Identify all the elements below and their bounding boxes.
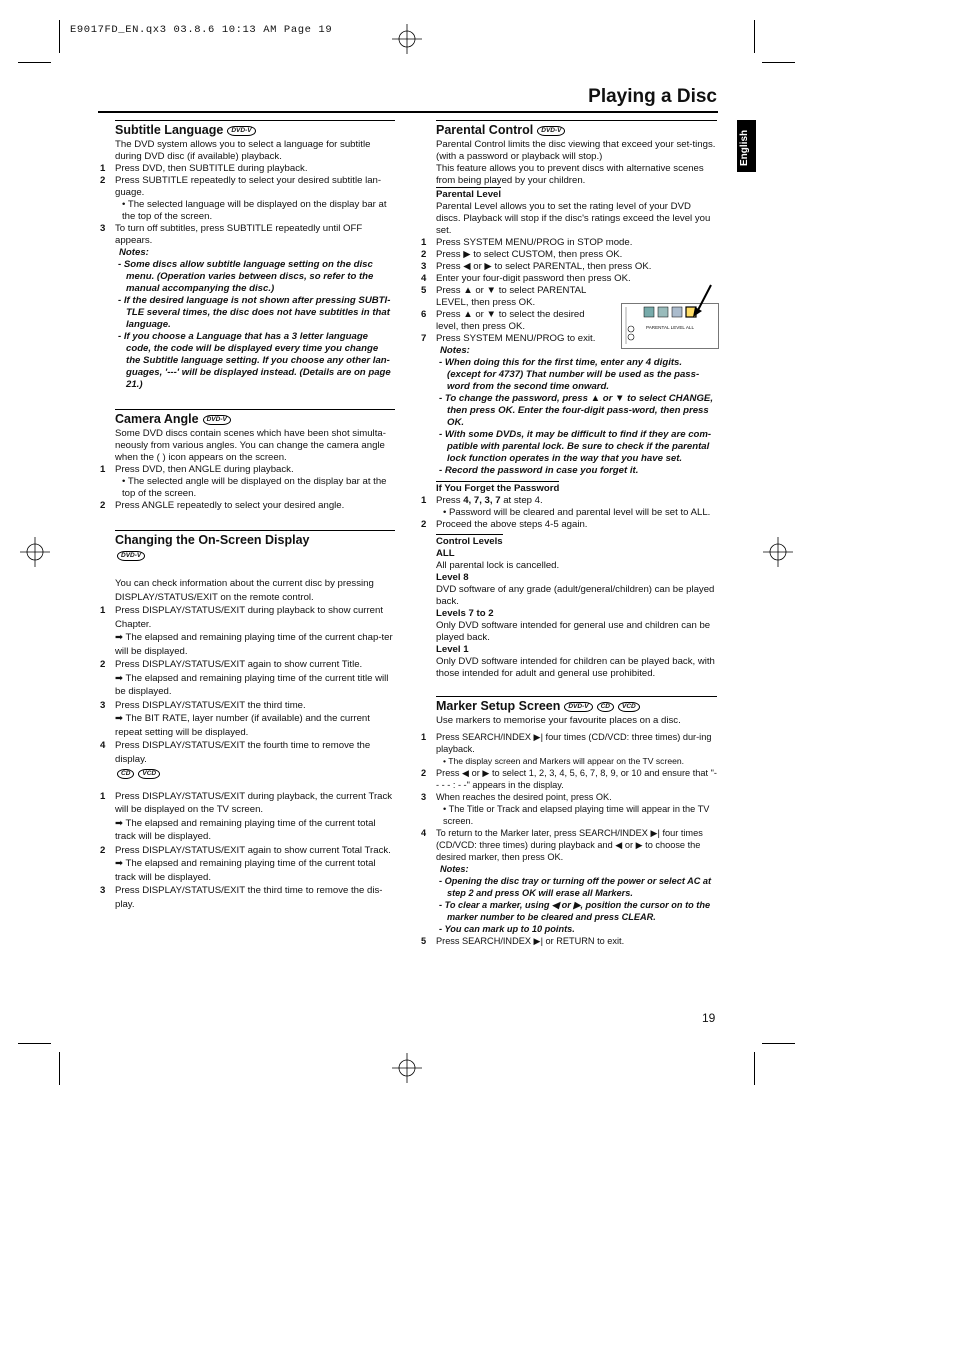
- result: ➡ The elapsed and remaining playing time of the current chap-ter will be displayed.: [115, 632, 393, 657]
- note: - To clear a marker, using ◀ or ▶, position the cursor on to the marker number to be cleared and press CLEAR.: [439, 900, 711, 922]
- list-item: 2 Press DISPLAY/STATUS/EXIT again to show current Title.: [100, 659, 363, 670]
- page-title: Playing a Disc: [588, 86, 717, 107]
- section-subheading: Control Levels: [436, 536, 503, 547]
- note: - Record the password in case you forget it.: [439, 465, 639, 476]
- cd-badge-icon: CD: [117, 769, 134, 779]
- list-item: 6 Press ▲ or ▼ to select the desired level, then press OK.: [421, 309, 585, 332]
- level-label: Level 8: [436, 572, 469, 583]
- list-item: 1 Press DVD, then SUBTITLE during playback.: [100, 163, 308, 174]
- crop-mark: [18, 62, 51, 63]
- list-item: 3 Press ◀ or ▶ to select PARENTAL, then press OK.: [421, 261, 652, 272]
- registration-mark-icon: [392, 24, 422, 54]
- notes-label: Notes:: [119, 247, 149, 258]
- crop-mark: [754, 20, 755, 53]
- list-item: 1 Press DVD, then ANGLE during playback.: [100, 464, 294, 475]
- level-label: ALL: [436, 548, 455, 559]
- note: - If the desired language is not shown after pressing SUBTI-TLE several times, the disc does not have subtitles in that language.: [118, 295, 391, 330]
- bullet: • The display screen and Markers will appear on the TV screen.: [443, 756, 685, 766]
- section-subheading: If You Forget the Password: [436, 483, 560, 494]
- result: ➡ The BIT RATE, layer number (if available) and the current repeat setting will be displayed.: [115, 713, 370, 738]
- list-item: 3 Press DISPLAY/STATUS/EXIT the third time.: [100, 699, 306, 711]
- list-item: 5 Press ▲ or ▼ to select PARENTAL LEVEL, then press OK.: [421, 285, 586, 308]
- note: - To change the password, press ▲ or ▼ to select CHANGE, then press OK. Enter the four-digit pass-word, then press OK.: [439, 393, 713, 428]
- list-item: 2 Proceed the above steps 4-5 again.: [421, 519, 588, 530]
- dvd-badge-icon: DVD-V: [203, 415, 231, 425]
- registration-mark-icon: [20, 537, 50, 567]
- vcd-badge-icon: VCD: [618, 702, 640, 712]
- language-tab: [737, 120, 756, 172]
- note: - If you choose a Language that has a 3 letter language code, the code will be displayed every time you change the Subtitle language setting. If you choose any other lan-guages, '---' will be displayed instead. (Details are on page 21.): [118, 331, 391, 390]
- camera-heading: Camera Angle DVD-V: [115, 409, 395, 428]
- title-rule: [98, 111, 718, 113]
- page-number: 19: [702, 1011, 716, 1025]
- list-item: 4 Press DISPLAY/STATUS/EXIT the fourth time to remove the display.: [100, 740, 371, 765]
- parental-level-text: Parental Level allows you to set the rating level of your DVD discs. Playback will stop if the disc's ratings exceed the level you set.: [436, 201, 711, 236]
- camera-intro: Some DVD discs contain scenes which have been shot simulta-neously from various angles. You can change the camera angle when the ( ) icon appears on the screen.: [115, 428, 386, 463]
- level-label: Level 1: [436, 644, 469, 655]
- list-item: 4 Enter your four-digit password then press OK.: [421, 273, 631, 284]
- list-item: 3 When reaches the desired point, press OK.: [421, 792, 612, 802]
- result: ➡ The elapsed and remaining playing time of the current total track will be displayed.: [115, 817, 376, 842]
- section-subheading: Parental Level: [436, 189, 502, 200]
- dvd-badge-icon: DVD-V: [227, 126, 255, 136]
- dvd-badge-icon: DVD-V: [564, 702, 592, 712]
- crop-mark: [18, 1043, 51, 1044]
- notes-label: Notes:: [440, 864, 469, 874]
- bullet: • The Title or Track and elapsed playing time will appear in the TV screen.: [443, 804, 710, 826]
- subtitle-heading: Subtitle Language DVD-V: [115, 120, 395, 139]
- result: ➡ The elapsed and remaining playing time of the current total track will be displayed.: [115, 858, 376, 883]
- cd-badge-icon: CD: [597, 702, 614, 712]
- note: - When doing this for the first time, enter any 4 digits. (except for 4737) That number will be used as the pass-word from the second time onward.: [439, 357, 700, 392]
- list-item: 1 Press DISPLAY/STATUS/EXIT during playback to show current Chapter.: [100, 605, 384, 630]
- pointer-arrow-icon: [692, 284, 714, 318]
- registration-mark-icon: [392, 1053, 422, 1083]
- onscreen-heading: Changing the On-Screen Display: [115, 530, 395, 549]
- level-text: All parental lock is cancelled.: [436, 560, 560, 571]
- list-item: 2 Press ANGLE repeatedly to select your desired angle.: [100, 500, 345, 511]
- note: - You can mark up to 10 points.: [439, 924, 575, 934]
- bullet: • The selected angle will be displayed on the display bar at the top of the screen.: [122, 476, 387, 499]
- list-item: 2 Press DISPLAY/STATUS/EXIT again to show current Total Track.: [100, 844, 391, 856]
- dvd-badge-icon: DVD-V: [537, 126, 565, 136]
- list-item: 2 Press SUBTITLE repeatedly to select your desired subtitle lan-guage.: [100, 175, 382, 198]
- crop-mark: [59, 1052, 60, 1085]
- note: - Opening the disc tray or turning off the power or select AC at step 2 and press OK will erase all Markers.: [439, 876, 712, 898]
- slug-line: E9017FD_EN.qx3 03.8.6 10:13 AM Page 19: [70, 24, 333, 36]
- notes-label: Notes:: [440, 345, 470, 356]
- list-item: 4 To return to the Marker later, press SEARCH/INDEX ▶| four times (CD/VCD: three times) during playback and ◀ or ▶ to choose the desired marker, then press OK.: [421, 828, 703, 862]
- marker-heading: Marker Setup Screen DVD-V CD VCD: [436, 696, 717, 715]
- marker-intro: Use markers to memorise your favourite places on a disc.: [436, 715, 681, 726]
- crop-mark: [762, 1043, 795, 1044]
- note: - With some DVDs, it may be difficult to find if they are com-patible with parental lock. Be sure to check if the parental lock function operates in the way that you have set.: [439, 429, 712, 464]
- list-item: 2 Press ▶ to select CUSTOM, then press OK.: [421, 249, 623, 260]
- list-item: 1 Press DISPLAY/STATUS/EXIT during playback, the current Track will be displayed on the TV screen.: [100, 790, 393, 815]
- list-item: 5 Press SEARCH/INDEX ▶| or RETURN to exit.: [421, 936, 625, 946]
- parental-intro: This feature allows you to prevent discs with alternative scenes from being played by your children.: [436, 163, 704, 186]
- crop-mark: [59, 20, 60, 53]
- note: - Some discs allow subtitle language setting on the disc menu. (Operation varies between discs, so refer to the manual accompanying the disc.): [118, 259, 374, 294]
- list-item: 2 Press ◀ or ▶ to select 1, 2, 3, 4, 5, 6, 7, 8, 9, or 10 and ensure that "- - - - : - -" appears in the display.: [421, 768, 717, 790]
- parental-intro: Parental Control limits the disc viewing that exceed your set-tings. (with a password or playback will stop.): [436, 139, 716, 162]
- list-item: 3 To turn off subtitles, press SUBTITLE repeatedly until OFF appears.: [100, 223, 363, 246]
- result: ➡ The elapsed and remaining playing time of the current title will be displayed.: [115, 672, 389, 697]
- list-item: 1 Press SYSTEM MENU/PROG in STOP mode.: [421, 237, 633, 248]
- list-item: 7 Press SYSTEM MENU/PROG to exit.: [421, 333, 596, 344]
- list-item: 1 Press 4, 7, 3, 7 at step 4.: [421, 495, 543, 506]
- dvd-badge-icon: DVD-V: [117, 551, 145, 561]
- level-text: DVD software of any grade (adult/general/children) can be played back.: [436, 584, 715, 607]
- crop-mark: [754, 1052, 755, 1085]
- bullet: • The selected language will be displayed on the display bar at the top of the screen.: [122, 199, 387, 222]
- parental-level-screen-label: PARENTAL LEVEL ALL: [646, 325, 695, 330]
- level-label: Levels 7 to 2: [436, 608, 494, 619]
- onscreen-intro: You can check information about the current disc by pressing DISPLAY/STATUS/EXIT on the remote control.: [115, 578, 374, 603]
- list-item: 1 Press SEARCH/INDEX ▶| four times (CD/VCD: three times) dur-ing playback.: [421, 732, 712, 754]
- level-text: Only DVD software intended for general use and children can be played back.: [436, 620, 711, 643]
- right-column: [421, 120, 717, 947]
- vcd-badge-icon: VCD: [138, 769, 160, 779]
- crop-mark: [762, 62, 795, 63]
- left-column: [100, 120, 395, 911]
- subtitle-intro: The DVD system allows you to select a language for subtitle during DVD disc (if available) playback.: [115, 139, 371, 162]
- list-item: 3 Press DISPLAY/STATUS/EXIT the third time to remove the dis-play.: [100, 885, 383, 910]
- language-tab-label: English: [739, 129, 750, 166]
- bullet: • Password will be cleared and parental level will be set to ALL.: [443, 507, 711, 518]
- level-text: Only DVD software intended for children can be played back, with those intended for adult and general use prohibited.: [436, 656, 715, 679]
- registration-mark-icon: [763, 537, 793, 567]
- parental-heading: Parental Control DVD-V: [436, 120, 717, 139]
